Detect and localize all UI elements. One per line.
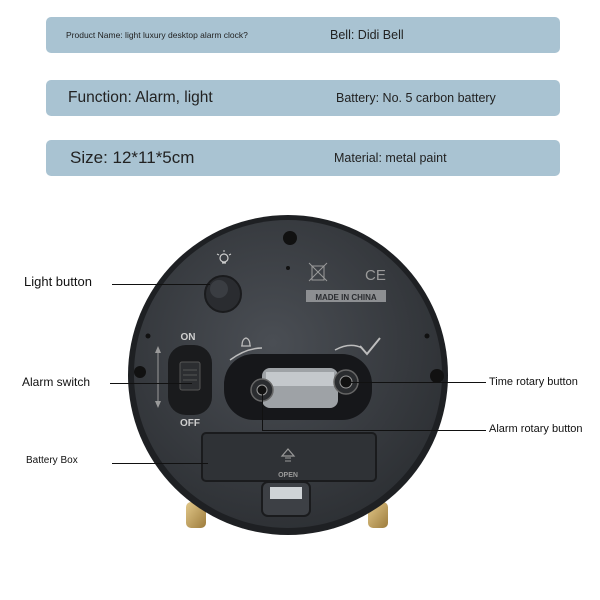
leader-alarm-rotary-vertical xyxy=(262,391,263,430)
bell-text: Bell: Didi Bell xyxy=(330,28,404,42)
clock-back-illustration xyxy=(0,190,600,540)
callout-time-rotary: Time rotary button xyxy=(489,376,578,388)
spec-bar-3 xyxy=(46,140,560,176)
battery-text: Battery: No. 5 carbon battery xyxy=(336,91,496,105)
open-label: OPEN xyxy=(278,472,298,479)
top-screw xyxy=(283,231,297,245)
ce-mark: CE xyxy=(365,267,386,284)
product-name-text: Product Name: light luxury desktop alarm clock? xyxy=(66,30,248,40)
leader-alarm-rotary xyxy=(262,430,486,431)
callout-alarm-switch: Alarm switch xyxy=(22,375,91,389)
alarm-switch[interactable] xyxy=(180,362,200,390)
made-in-china-label: MADE IN CHINA xyxy=(315,293,377,302)
callout-light-button: Light button xyxy=(24,274,92,289)
material-text: Material: metal paint xyxy=(334,151,447,165)
function-text: Function: Alarm, light xyxy=(68,89,213,106)
switch-off-label: OFF xyxy=(180,418,200,429)
spec-bar-1 xyxy=(46,17,560,53)
spec-bar-2 xyxy=(46,80,560,116)
callout-battery-box: Battery Box xyxy=(26,455,78,466)
leader-time-rotary xyxy=(350,382,486,383)
callout-alarm-rotary: Alarm rotary button xyxy=(489,423,583,435)
leader-battery-box xyxy=(112,463,208,464)
size-text: Size: 12*11*5cm xyxy=(70,148,195,167)
leader-alarm-switch xyxy=(110,383,192,384)
leader-light-button xyxy=(112,284,210,285)
switch-on-label: ON xyxy=(180,332,196,343)
